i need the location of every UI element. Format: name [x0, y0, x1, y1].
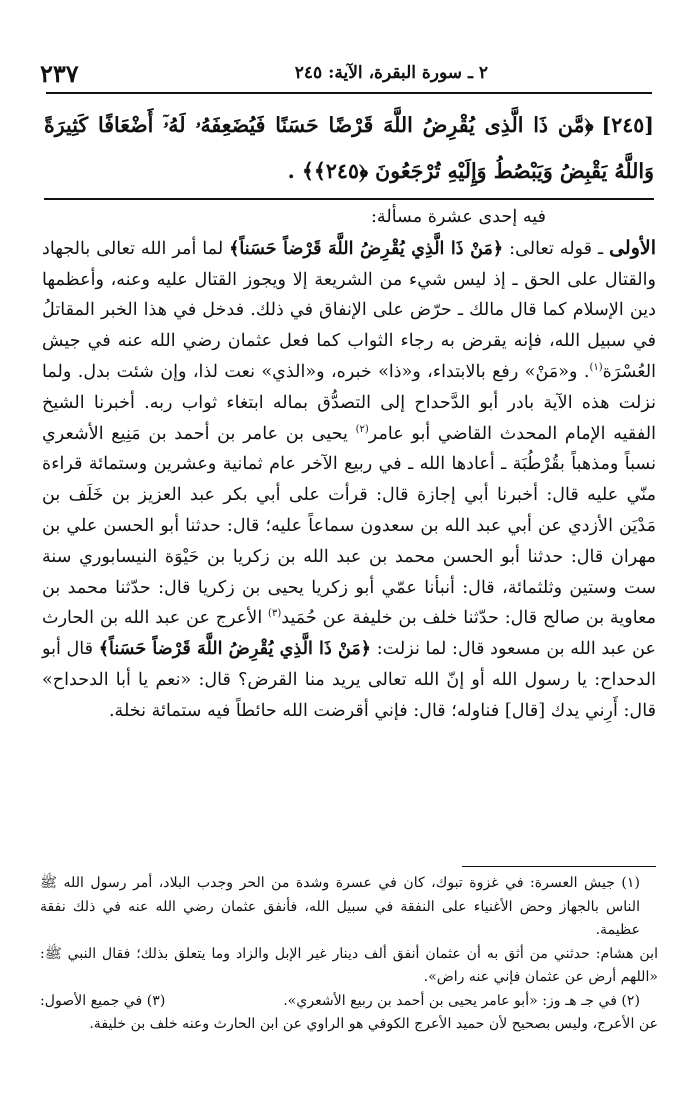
- text-run: لما أمر الله تعالى بالجهاد والقتال على الحق ـ إذ ليس شيء من الشريعة إلا ويجوز القتال عليه وعنه، وأعظمها دين الإسلام كما قال مالك ـ حرّض على الإنفاق في ذلك. فدخل في هذا الخبر المقاتلُ في سبيل الله، فإنه يقرض به رجاء الثواب كما فعل عثمان رضي الله عنه في جيش العُسْرَة: [42, 238, 656, 382]
- header-rule: [46, 92, 652, 94]
- section-intro: فيه إحدى عشرة مسألة:: [370, 207, 546, 227]
- text-run: ـ قوله تعالى:: [503, 238, 610, 259]
- footnote-separator: [462, 866, 656, 867]
- quoted-verse: ﴿مَنْ ذَا الَّذِي يُقْرِضُ اللَّهَ قَرْضاً حَسَناً﴾: [229, 237, 504, 259]
- verse-rule: [44, 198, 654, 200]
- running-head: ٢ ـ سورة البقرة، الآية: ٢٤٥: [294, 63, 488, 83]
- issue-heading: الأولى: [609, 236, 656, 259]
- footnotes: [40, 872, 658, 1037]
- footnote-ref-1: (١): [589, 362, 603, 374]
- text-run: الأعرج عن عبد الله بن الحارث عن عبد الله بن مسعود قال: لما نزلت:: [42, 608, 656, 660]
- footnote-1-continued: ابن هشام: حدثني من أثق به أن عثمان أنفق ألف دينار غير الإبل والزاد وما يتعلق بذلك؛ فقال النبي ﷺ: «اللهم أرض عن عثمان فإني عنه راض».: [40, 945, 658, 985]
- footnote-3: (٣) في جميع الأصول:: [40, 992, 166, 1009]
- footnote-ref-2: (٢): [355, 423, 369, 435]
- page-header: [40, 56, 658, 90]
- footnote-row: [40, 990, 658, 1014]
- text-run: . و«مَنْ» رفع بالابتداء، و«ذا» خبره، و«الذي» نعت لذا، وإن شئت بدل. ولما نزلت هذه الآية بادر أبو الدَّحداح إلى التصدُّق بماله ابتغاء ثواب ربه. أخبرنا الشيخ الفقيه الإمام المحدث القاضي أبو عامر: [42, 361, 656, 444]
- verse-number: [٢٤٥]: [601, 113, 654, 137]
- footnote-3-continued: عن الأعرج، وليس بصحيح لأن حميد الأعرج الكوفي هو الراوي عن ابن الحارث وعنه خلف بن خليفة.: [89, 1016, 658, 1032]
- footnote-ref-3: (٣): [268, 608, 282, 620]
- quoted-verse: ﴿مَنْ ذَا الَّذِي يُقْرِضُ اللَّهَ قَرْضاً حَسَناً﴾: [98, 638, 372, 660]
- text-run: يحيى بن عامر بن أحمد بن مَنِيع الأشعري نسباً ومذهباً بقُرْطُبَة ـ أعادها الله ـ في ربيع الآخر عام ثمانية وعشرين وستمائة قراءة منّي عليه قال: أخبرنا أبي إجازة قال: قرأت على أبي بكر عبد العزيز بن خَلَف بن مَدْيَن الأزدي عن أبي عبد الله بن سعدون سماعاً عليه؛ قال: حدثنا أبو الحسن علي بن مهران قال: حدثنا أبو الحسن محمد بن عبد الله بن زكريا بن حَيْوَة النيسابوري سنة ست وستين وثلثمائة، قال: أنبأنا عمّي أبو زكريا يحيى بن زكريا قال: حدّثنا محمد بن معاوية بن صالح قال: حدّثنا خلف بن خليفة عن حُمَيد: [42, 423, 656, 629]
- footnote-2: (٢) في جـ هـ وز: «أبو عامر يحيى بن أحمد بن ربيع الأشعري».: [283, 992, 640, 1009]
- text-run: قال أبو الدحداح: يا رسول الله أو إنّ الله تعالى يريد منا القرض؟ قال: «نعم يا أبا الدحداح» قال: أَرِني يدك [قال] فناوله؛ قال: فإني أقرضت الله حائطاً فيه ستمائة نخلة.: [42, 639, 656, 721]
- commentary-body: [42, 202, 656, 727]
- footnote-1: (١) جيش العسرة: في غزوة تبوك، كان في عسرة وشدة من الحر وجدب البلاد، أمر رسول الله ﷺ الناس بالجهاز وحض الأغنياء على النفقة في سبيل الله، فأنفق عثمان رضي الله عنه في ذلك نفقة عظيمة.: [40, 875, 640, 938]
- page-number: ٢٣٧: [40, 58, 79, 88]
- quran-verse: [44, 102, 654, 192]
- verse-text: ﴿مَّن ذَا الَّذِى يُقْرِضُ اللَّهَ قَرْضًا حَسَنًا فَيُضَعِفَهُۥ لَهُۥٓ أَضْعَافًا كَثِيرَةً وَاللَّهُ يَقْبِضُ وَيَبْصُطُ وَإِلَيْهِ تُرْجَعُونَ ﴿٢٤٥﴾﴾ .: [44, 113, 654, 183]
- commentary-paragraph: [42, 233, 656, 727]
